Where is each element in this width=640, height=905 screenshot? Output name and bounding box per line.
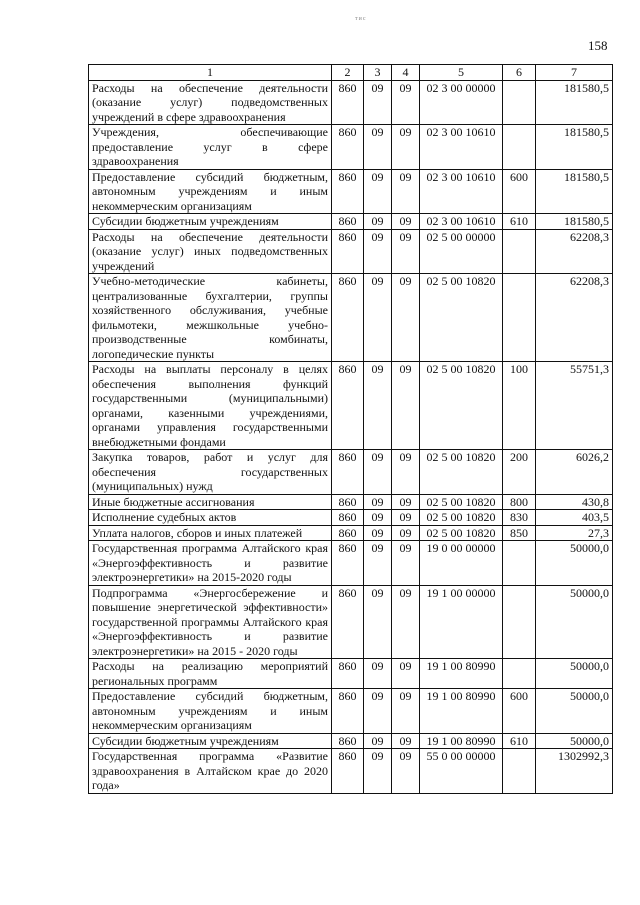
row-subsection: 09: [392, 274, 420, 362]
row-subsection: 09: [392, 450, 420, 495]
row-expense-type: [503, 80, 536, 125]
row-target-article: 02 3 00 10610: [420, 214, 503, 230]
row-target-article: 19 0 00 00000: [420, 541, 503, 586]
row-expense-type: 100: [503, 362, 536, 450]
row-expense-type: [503, 229, 536, 274]
row-expense-type: [503, 274, 536, 362]
page-number: 158: [588, 38, 608, 53]
row-expense-type: [503, 585, 536, 659]
row-name: Исполнение судебных актов: [89, 510, 332, 526]
row-expense-type: 600: [503, 689, 536, 734]
row-admin-code: 860: [332, 274, 364, 362]
row-subsection: 09: [392, 214, 420, 230]
row-name: Предоставление субсидий бюджетным, автономным учреждениям и иным некоммерческим организациям: [89, 689, 332, 734]
scan-mark: тис: [355, 16, 367, 22]
table-row: [89, 525, 613, 541]
row-expense-type: [503, 541, 536, 586]
row-subsection: 09: [392, 125, 420, 170]
row-expense-type: 600: [503, 169, 536, 214]
row-amount: 62208,3: [536, 274, 613, 362]
table-row: [89, 585, 613, 659]
row-amount: 62208,3: [536, 229, 613, 274]
row-subsection: 09: [392, 525, 420, 541]
row-amount: 50000,0: [536, 689, 613, 734]
row-admin-code: 860: [332, 125, 364, 170]
row-name: Учреждения, обеспечивающие предоставление услуг в сфере здравоохранения: [89, 125, 332, 170]
table-row: [89, 749, 613, 794]
row-amount: 6026,2: [536, 450, 613, 495]
row-target-article: 19 1 00 80990: [420, 659, 503, 689]
row-name: Субсидии бюджетным учреждениям: [89, 214, 332, 230]
row-name: Государственная программа Алтайского края «Энергоэффективность и развитие электроэнергетики» на 2015-2020 годы: [89, 541, 332, 586]
table-row: [89, 80, 613, 125]
row-amount: 50000,0: [536, 585, 613, 659]
header-col-7: 7: [536, 65, 613, 81]
row-expense-type: 800: [503, 494, 536, 510]
row-subsection: 09: [392, 749, 420, 794]
row-admin-code: 860: [332, 494, 364, 510]
row-admin-code: 860: [332, 749, 364, 794]
row-amount: 27,3: [536, 525, 613, 541]
table-body: [89, 80, 613, 793]
row-expense-type: [503, 125, 536, 170]
row-section: 09: [364, 80, 392, 125]
row-expense-type: 610: [503, 214, 536, 230]
row-admin-code: 860: [332, 733, 364, 749]
header-col-3: 3: [364, 65, 392, 81]
row-target-article: 02 5 00 10820: [420, 450, 503, 495]
row-subsection: 09: [392, 362, 420, 450]
row-subsection: 09: [392, 541, 420, 586]
row-name: Расходы на реализацию мероприятий региональных программ: [89, 659, 332, 689]
row-name: Предоставление субсидий бюджетным, автономным учреждениям и иным некоммерческим организациям: [89, 169, 332, 214]
row-section: 09: [364, 450, 392, 495]
row-name: Учебно-методические кабинеты, централизованные бухгалтерии, группы хозяйственного обслуживания, учебные фильмотеки, межшкольные учебно-производственные комбинаты, логопедические пункты: [89, 274, 332, 362]
row-section: 09: [364, 733, 392, 749]
table-row: [89, 450, 613, 495]
row-target-article: 02 5 00 10820: [420, 525, 503, 541]
header-col-4: 4: [392, 65, 420, 81]
row-subsection: 09: [392, 585, 420, 659]
table-row: [89, 229, 613, 274]
row-target-article: 02 5 00 10820: [420, 510, 503, 526]
table-row: [89, 362, 613, 450]
row-amount: 50000,0: [536, 541, 613, 586]
row-admin-code: 860: [332, 585, 364, 659]
row-amount: 55751,3: [536, 362, 613, 450]
row-amount: 181580,5: [536, 169, 613, 214]
row-section: 09: [364, 525, 392, 541]
table-header: [89, 65, 613, 81]
row-name: Государственная программа «Развитие здравоохранения в Алтайском крае до 2020 года»: [89, 749, 332, 794]
row-amount: 403,5: [536, 510, 613, 526]
row-amount: 181580,5: [536, 125, 613, 170]
row-target-article: 19 1 00 80990: [420, 689, 503, 734]
row-name: Закупка товаров, работ и услуг для обеспечения государственных (муниципальных) нужд: [89, 450, 332, 495]
row-target-article: 02 3 00 10610: [420, 169, 503, 214]
header-row: [89, 65, 613, 81]
row-expense-type: 610: [503, 733, 536, 749]
row-name: Уплата налогов, сборов и иных платежей: [89, 525, 332, 541]
header-col-1: 1: [89, 65, 332, 81]
row-admin-code: 860: [332, 169, 364, 214]
row-target-article: 02 5 00 10820: [420, 362, 503, 450]
row-admin-code: 860: [332, 689, 364, 734]
row-subsection: 09: [392, 659, 420, 689]
row-section: 09: [364, 169, 392, 214]
row-admin-code: 860: [332, 229, 364, 274]
row-subsection: 09: [392, 494, 420, 510]
row-admin-code: 860: [332, 80, 364, 125]
row-admin-code: 860: [332, 541, 364, 586]
row-section: 09: [364, 749, 392, 794]
row-target-article: 19 1 00 80990: [420, 733, 503, 749]
table-row: [89, 659, 613, 689]
row-section: 09: [364, 510, 392, 526]
row-target-article: 55 0 00 00000: [420, 749, 503, 794]
row-name: Расходы на обеспечение деятельности (оказание услуг) иных подведомственных учреждений: [89, 229, 332, 274]
row-target-article: 02 5 00 00000: [420, 229, 503, 274]
row-amount: 1302992,3: [536, 749, 613, 794]
row-amount: 181580,5: [536, 214, 613, 230]
row-admin-code: 860: [332, 510, 364, 526]
row-name: Субсидии бюджетным учреждениям: [89, 733, 332, 749]
row-admin-code: 860: [332, 450, 364, 495]
row-target-article: 02 3 00 10610: [420, 125, 503, 170]
row-admin-code: 860: [332, 362, 364, 450]
header-col-6: 6: [503, 65, 536, 81]
row-amount: 50000,0: [536, 659, 613, 689]
table-row: [89, 169, 613, 214]
table-row: [89, 689, 613, 734]
row-section: 09: [364, 125, 392, 170]
row-section: 09: [364, 689, 392, 734]
row-expense-type: [503, 659, 536, 689]
row-admin-code: 860: [332, 659, 364, 689]
row-target-article: 02 5 00 10820: [420, 494, 503, 510]
table-row: [89, 214, 613, 230]
row-target-article: 19 1 00 00000: [420, 585, 503, 659]
row-expense-type: 200: [503, 450, 536, 495]
row-subsection: 09: [392, 689, 420, 734]
row-section: 09: [364, 274, 392, 362]
table-row: [89, 733, 613, 749]
row-section: 09: [364, 541, 392, 586]
table-row: [89, 125, 613, 170]
row-name: Иные бюджетные ассигнования: [89, 494, 332, 510]
header-col-5: 5: [420, 65, 503, 81]
row-section: 09: [364, 362, 392, 450]
row-admin-code: 860: [332, 525, 364, 541]
row-expense-type: [503, 749, 536, 794]
table-row: [89, 510, 613, 526]
row-name: Подпрограмма «Энергосбережение и повышение энергетической эффективности» государственной программы Алтайского края «Энергоэффективность и развитие электроэнергетики» на 2015 - 2020 годы: [89, 585, 332, 659]
row-amount: 181580,5: [536, 80, 613, 125]
row-target-article: 02 5 00 10820: [420, 274, 503, 362]
table-row: [89, 274, 613, 362]
row-target-article: 02 3 00 00000: [420, 80, 503, 125]
row-section: 09: [364, 585, 392, 659]
row-section: 09: [364, 494, 392, 510]
row-section: 09: [364, 659, 392, 689]
row-amount: 50000,0: [536, 733, 613, 749]
row-section: 09: [364, 229, 392, 274]
row-name: Расходы на выплаты персоналу в целях обеспечения выполнения функций государственными (муниципальными) органами, казенными учреждениями, органами управления государственными внебюджетными фондами: [89, 362, 332, 450]
table-row: [89, 494, 613, 510]
row-section: 09: [364, 214, 392, 230]
row-subsection: 09: [392, 169, 420, 214]
row-subsection: 09: [392, 80, 420, 125]
row-admin-code: 860: [332, 214, 364, 230]
row-subsection: 09: [392, 510, 420, 526]
row-name: Расходы на обеспечение деятельности (оказание услуг) подведомственных учреждений в сфере здравоохранения: [89, 80, 332, 125]
header-col-2: 2: [332, 65, 364, 81]
row-subsection: 09: [392, 229, 420, 274]
row-subsection: 09: [392, 733, 420, 749]
table-row: [89, 541, 613, 586]
row-expense-type: 830: [503, 510, 536, 526]
row-expense-type: 850: [503, 525, 536, 541]
row-amount: 430,8: [536, 494, 613, 510]
budget-table: [88, 64, 613, 794]
